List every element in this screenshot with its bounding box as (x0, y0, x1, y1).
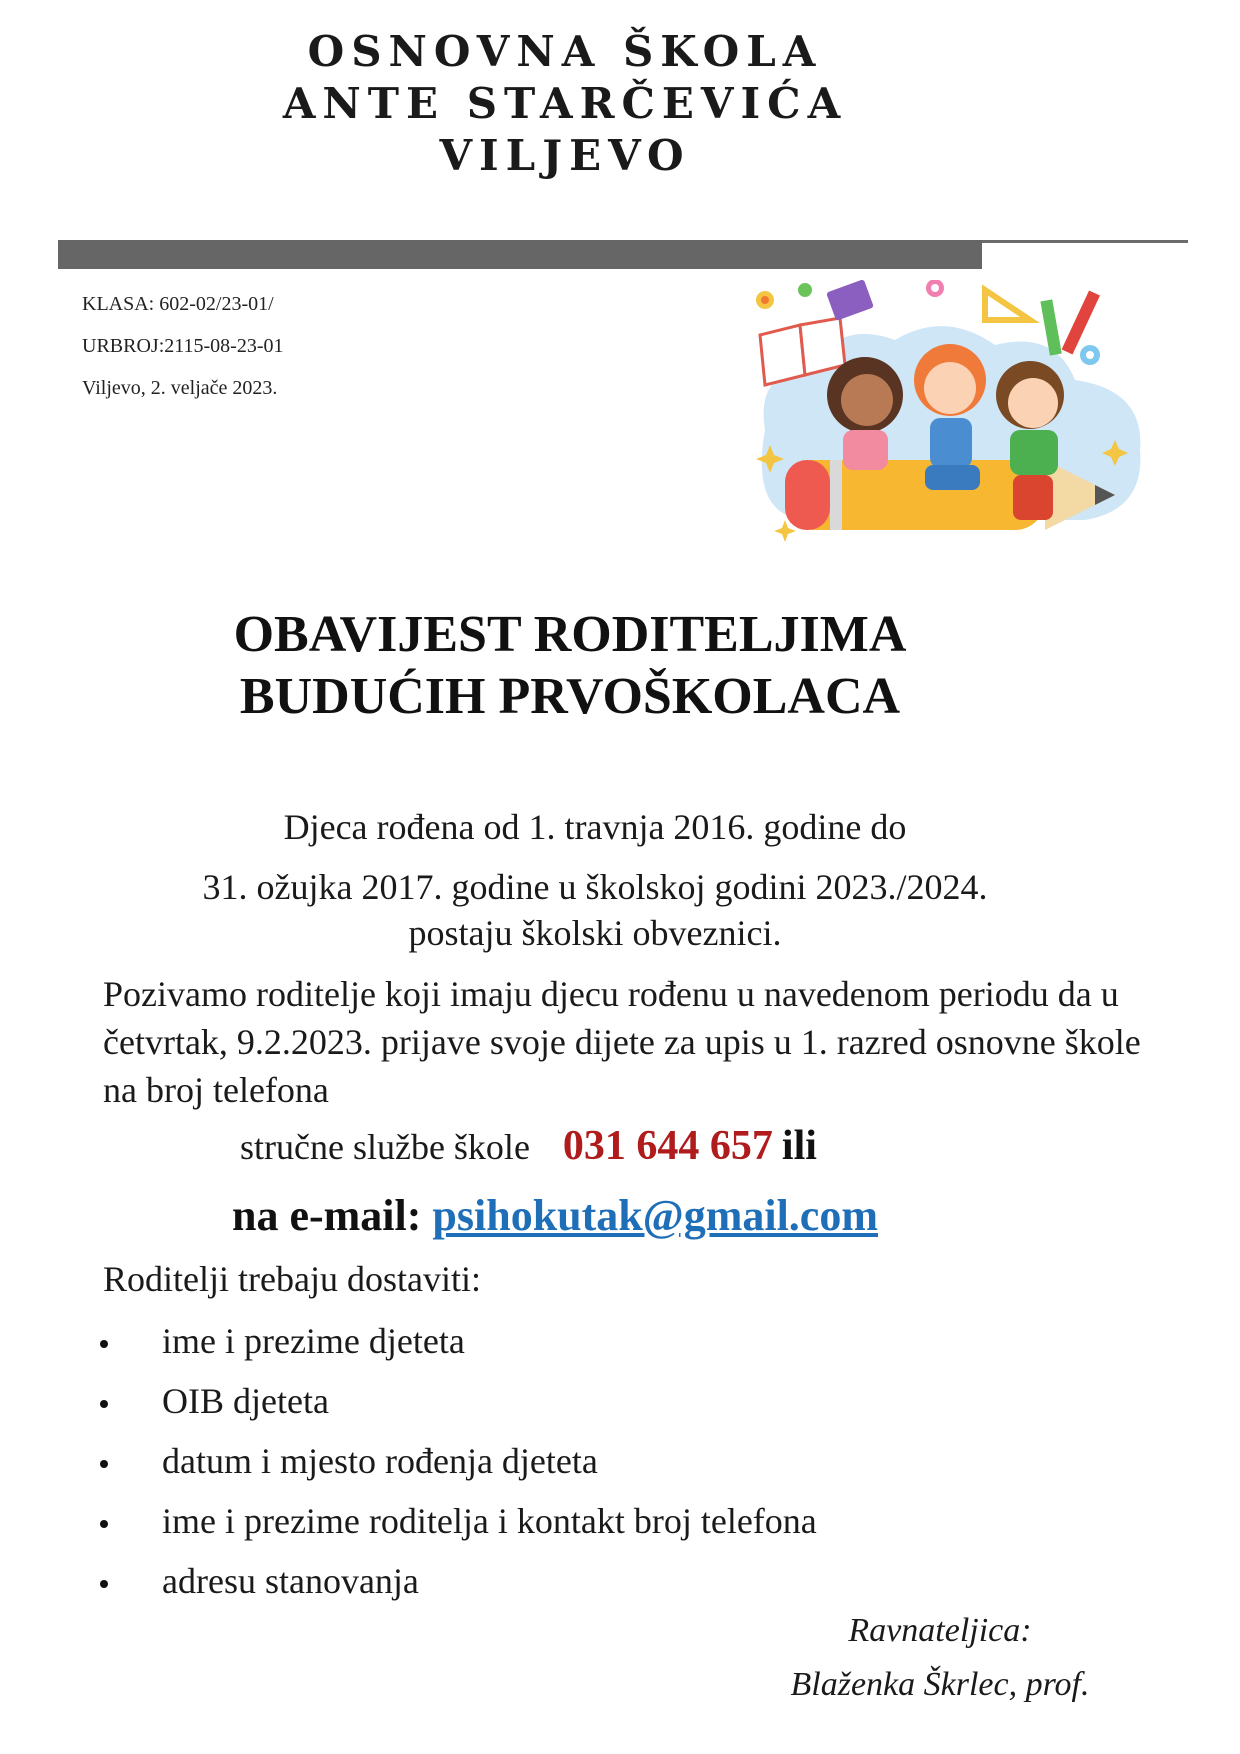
bullet-icon (100, 1580, 108, 1588)
phone-number[interactable]: 031 644 657 (562, 1123, 773, 1169)
requirements-list (100, 1318, 817, 1618)
invitation-paragraph: Pozivamo roditelje koji imaju djecu rođenu u navedenom periodu da u četvrtak, 9.2.2023. prijave svoje dijete za upis u 1. razred osnovne škole na broj telefona (103, 974, 1141, 1110)
school-name-line2: ANTE STARČEVIĆA (282, 79, 848, 128)
bullet-icon (100, 1520, 108, 1528)
phone-contact-line (240, 1122, 817, 1170)
announcement-title (0, 604, 1240, 728)
intro-line1: Djeca rođena od 1. travnja 2016. godine do (283, 807, 907, 847)
email-contact-line (232, 1190, 878, 1241)
service-label: stručne službe škole (240, 1127, 530, 1167)
klasa-number: KLASA: 602-02/23-01/ (82, 293, 274, 315)
document-meta (82, 292, 283, 418)
intro-line3: postaju školski obveznici. (408, 913, 782, 953)
list-item: adresu stanovanja (100, 1558, 817, 1618)
announcement-title-line2: BUDUĆIH PRVOŠKOLACA (239, 668, 901, 725)
bullet-icon (100, 1400, 108, 1408)
bullet-icon (100, 1340, 108, 1348)
header-divider-bar (58, 240, 982, 269)
place-date: Viljevo, 2. veljače 2023. (82, 377, 278, 399)
school-name-line1: OSNOVNA ŠKOLA (307, 27, 823, 76)
signature-name: Blaženka Škrlec, prof. (790, 1666, 1090, 1703)
announcement-title-line1: OBAVIJEST RODITELJIMA (233, 606, 907, 663)
school-name (0, 26, 1130, 182)
email-label: na e-mail: (232, 1191, 422, 1240)
list-item: ime i prezime djeteta (100, 1318, 817, 1378)
signature-role: Ravnateljica: (848, 1612, 1032, 1649)
requirements-title: Roditelji trebaju dostaviti: (103, 1259, 481, 1299)
school-name-line3: VILJEVO (439, 131, 691, 180)
children-on-pencil-illustration (745, 280, 1155, 590)
or-word: ili (781, 1123, 817, 1169)
urbroj-number: URBROJ:2115-08-23-01 (82, 335, 284, 357)
bullet-icon (100, 1460, 108, 1468)
signature-block (740, 1604, 1140, 1712)
list-item: OIB djeteta (100, 1378, 817, 1438)
email-link[interactable]: psihokutak@gmail.com (432, 1191, 878, 1240)
list-item: ime i prezime roditelja i kontakt broj telefona (100, 1498, 817, 1558)
intro-line2: 31. ožujka 2017. godine u školskoj godini 2023./2024. (202, 867, 988, 907)
list-item: datum i mjesto rođenja djeteta (100, 1438, 817, 1498)
